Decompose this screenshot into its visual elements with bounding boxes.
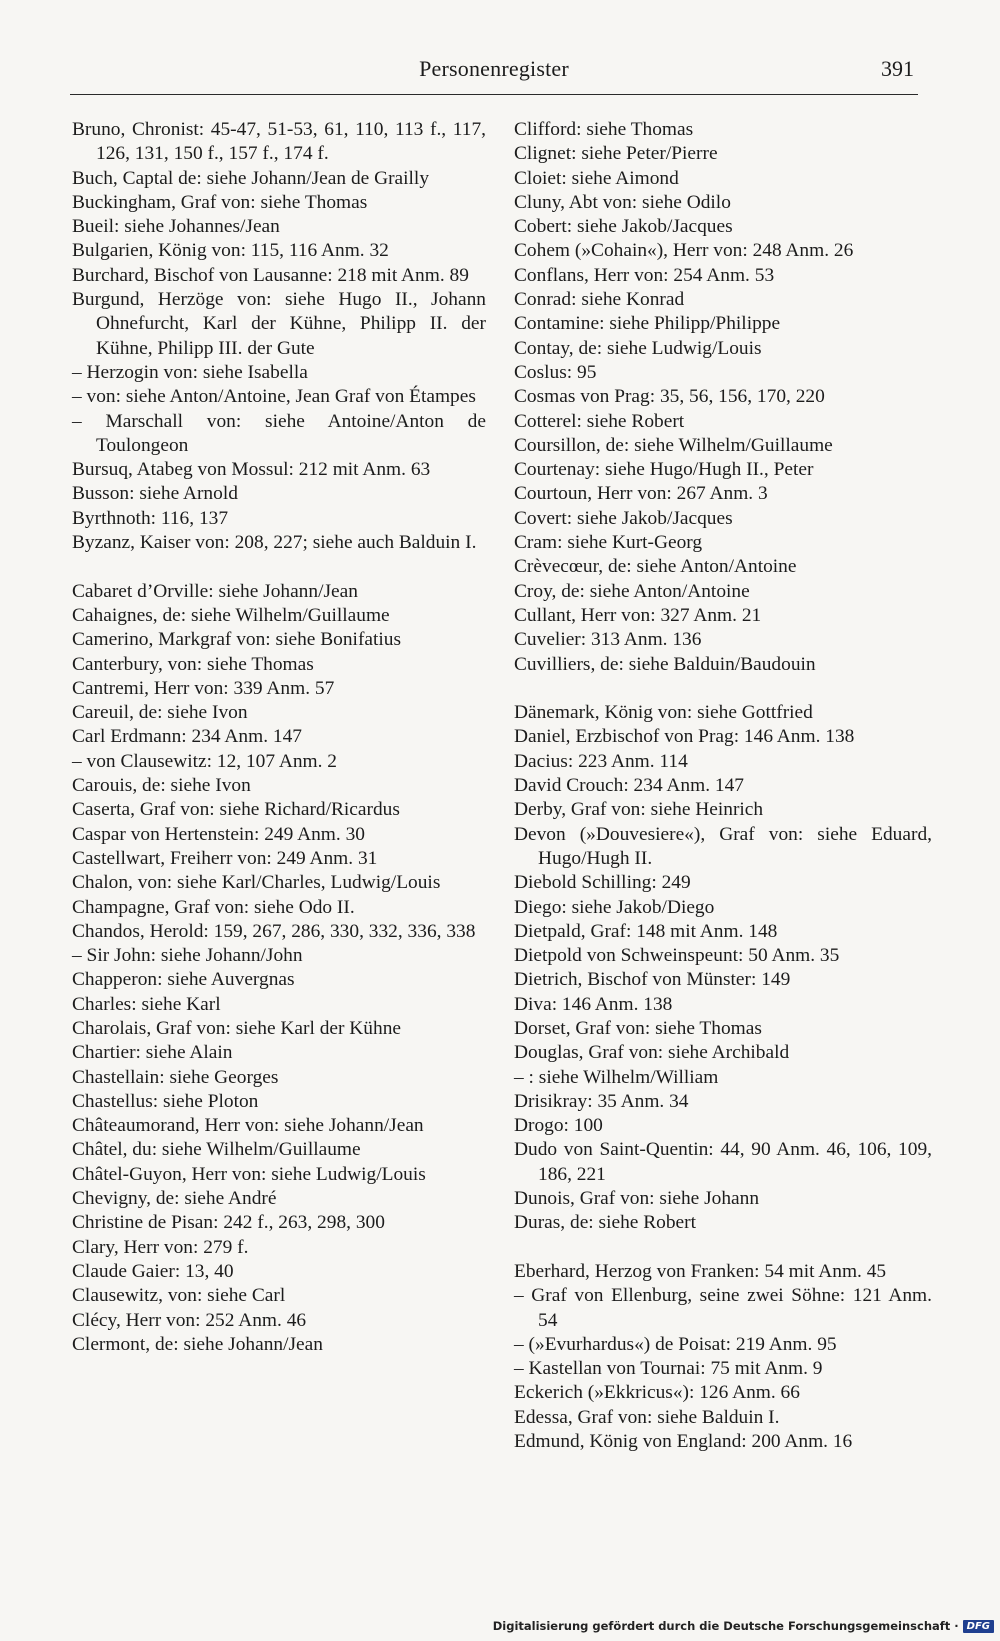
letter-group-gap — [514, 677, 932, 701]
funding-note: Digitalisierung gefördert durch die Deutsche Forschungsgemeinschaft · — [492, 1619, 959, 1633]
index-entry: Dietpald, Graf: 148 mit Anm. 148 — [514, 920, 778, 942]
index-entry: Edessa, Graf von: siehe Balduin I. — [514, 1406, 780, 1428]
index-entry: Diego: siehe Jakob/Diego — [514, 896, 715, 918]
index-entry: Chapperon: siehe Auvergnas — [72, 969, 295, 991]
index-entry: Châtel, du: siehe Wilhelm/Guillaume — [72, 1139, 361, 1161]
index-entry: Chartier: siehe Alain — [72, 1042, 233, 1064]
index-entry: Contay, de: siehe Ludwig/Louis — [514, 337, 762, 359]
index-entry: Derby, Graf von: siehe Heinrich — [514, 799, 764, 821]
index-entry: Dietrich, Bischof von Münster: 149 — [514, 969, 791, 991]
index-entry: Claude Gaier: 13, 40 — [72, 1260, 234, 1282]
index-entry: Chalon, von: siehe Karl/Charles, Ludwig/Louis — [72, 872, 441, 894]
index-entry: David Crouch: 234 Anm. 147 — [514, 775, 744, 797]
index-entry: Chandos, Herold: 159, 267, 286, 330, 332, 336, 338 — [72, 920, 476, 942]
index-entry: Cantremi, Herr von: 339 Anm. 57 — [72, 677, 335, 699]
index-entry: Contamine: siehe Philipp/Philippe — [514, 313, 781, 335]
index-entry: – von: siehe Anton/Antoine, Jean Graf von Étampes — [72, 386, 476, 408]
letter-group-gap — [72, 555, 486, 579]
index-entry: Charles: siehe Karl — [72, 993, 221, 1015]
index-entry: Clermont, de: siehe Johann/Jean — [72, 1333, 323, 1355]
index-entry: Caserta, Graf von: siehe Richard/Ricardus — [72, 799, 400, 821]
index-entry: Busson: siehe Arnold — [72, 483, 238, 505]
index-entry: Cloiet: siehe Aimond — [514, 167, 679, 189]
index-entry: Conrad: siehe Konrad — [514, 289, 685, 311]
index-entry: Châtel-Guyon, Herr von: siehe Ludwig/Louis — [72, 1163, 426, 1185]
index-entry: – von Clausewitz: 12, 107 Anm. 2 — [72, 750, 337, 772]
index-entry: Courtenay: siehe Hugo/Hugh II., Peter — [514, 459, 814, 481]
index-entry: – Graf von Ellenburg, seine zwei Söhne: 121 Anm. 54 — [514, 1285, 932, 1331]
index-entry: Dänemark, König von: siehe Gottfried — [514, 702, 813, 724]
index-entry: Bulgarien, König von: 115, 116 Anm. 32 — [72, 240, 389, 262]
index-entry: Bueil: siehe Johannes/Jean — [72, 216, 280, 238]
index-entry: Cuvilliers, de: siehe Balduin/Baudouin — [514, 653, 816, 675]
index-entry: Clécy, Herr von: 252 Anm. 46 — [72, 1309, 307, 1331]
index-entry: Charolais, Graf von: siehe Karl der Kühne — [72, 1017, 401, 1039]
index-entry: Buckingham, Graf von: siehe Thomas — [72, 191, 368, 213]
index-column-right — [514, 118, 932, 1454]
index-entry: Coslus: 95 — [514, 361, 597, 383]
index-entry: Cotterel: siehe Robert — [514, 410, 685, 432]
index-entry: Diebold Schilling: 249 — [514, 872, 691, 894]
index-entry: Dietpold von Schweinspeunt: 50 Anm. 35 — [514, 945, 840, 967]
index-column-left — [72, 118, 486, 1357]
index-entry: Daniel, Erzbischof von Prag: 146 Anm. 138 — [514, 726, 855, 748]
index-entry: Chastellus: siehe Ploton — [72, 1090, 259, 1112]
index-entry: Chastellain: siehe Georges — [72, 1066, 279, 1088]
index-entry: Edmund, König von England: 200 Anm. 16 — [514, 1431, 853, 1453]
letter-group-gap — [514, 1236, 932, 1260]
index-entry: Diva: 146 Anm. 138 — [514, 993, 673, 1015]
index-entry: Devon (»Douvesiere«), Graf von: siehe Eduard, Hugo/Hugh II. — [514, 823, 932, 869]
index-entry: Courtoun, Herr von: 267 Anm. 3 — [514, 483, 768, 505]
index-entry: – Kastellan von Tournai: 75 mit Anm. 9 — [514, 1358, 823, 1380]
index-entry: Cuvelier: 313 Anm. 136 — [514, 629, 702, 651]
index-entry: Eckerich (»Ekkricus«): 126 Anm. 66 — [514, 1382, 800, 1404]
index-entry: Cahaignes, de: siehe Wilhelm/Guillaume — [72, 604, 390, 626]
index-entry: Caspar von Hertenstein: 249 Anm. 30 — [72, 823, 365, 845]
index-entry: Careuil, de: siehe Ivon — [72, 702, 248, 724]
index-entry: – (»Evurhardus«) de Poisat: 219 Anm. 95 — [514, 1333, 837, 1355]
index-entry: Chevigny, de: siehe André — [72, 1188, 277, 1210]
dfg-logo: DFG — [963, 1620, 994, 1633]
index-entry: Dunois, Graf von: siehe Johann — [514, 1188, 760, 1210]
index-entry: – Herzogin von: siehe Isabella — [72, 361, 308, 383]
index-entry: Bruno, Chronist: 45-47, 51-53, 61, 110, 113 f., 117, 126, 131, 150 f., 157 f., 174 f. — [72, 119, 486, 165]
index-entry: Burgund, Herzöge von: siehe Hugo II., Johann Ohnefurcht, Karl der Kühne, Philipp II. der Kühne, Philipp III. der Gute — [72, 289, 486, 359]
index-entry: Dudo von Saint-Quentin: 44, 90 Anm. 46, 106, 109, 186, 221 — [514, 1139, 932, 1185]
index-entry: Châteaumorand, Herr von: siehe Johann/Jean — [72, 1115, 424, 1137]
index-entry: Conflans, Herr von: 254 Anm. 53 — [514, 264, 775, 286]
index-entry: – Marschall von: siehe Antoine/Anton de Toulongeon — [72, 410, 486, 456]
index-entry: Clignet: siehe Peter/Pierre — [514, 143, 718, 165]
index-entry: Cluny, Abt von: siehe Odilo — [514, 191, 731, 213]
index-entry: Coursillon, de: siehe Wilhelm/Guillaume — [514, 434, 833, 456]
index-entry: Clausewitz, von: siehe Carl — [72, 1285, 286, 1307]
index-entry: Duras, de: siehe Robert — [514, 1212, 697, 1234]
funding-footer — [493, 1619, 994, 1633]
index-entry: Camerino, Markgraf von: siehe Bonifatius — [72, 629, 402, 651]
index-entry: Carl Erdmann: 234 Anm. 147 — [72, 726, 302, 748]
index-entry: Cram: siehe Kurt-Georg — [514, 532, 703, 554]
index-entry: Drogo: 100 — [514, 1115, 603, 1137]
index-entry: Buch, Captal de: siehe Johann/Jean de Grailly — [72, 167, 430, 189]
index-entry: Byzanz, Kaiser von: 208, 227; siehe auch Balduin I. — [72, 532, 477, 554]
page-header — [70, 56, 918, 95]
index-entry: Douglas, Graf von: siehe Archibald — [514, 1042, 790, 1064]
index-entry: Drisikray: 35 Anm. 34 — [514, 1090, 689, 1112]
index-entry: Cohem (»Cohain«), Herr von: 248 Anm. 26 — [514, 240, 854, 262]
index-entry: Canterbury, von: siehe Thomas — [72, 653, 314, 675]
index-entry: Cobert: siehe Jakob/Jacques — [514, 216, 733, 238]
index-entry: Burchard, Bischof von Lausanne: 218 mit Anm. 89 — [72, 264, 469, 286]
index-entry: Carouis, de: siehe Ivon — [72, 775, 251, 797]
index-entry: Byrthnoth: 116, 137 — [72, 507, 229, 529]
index-entry: – : siehe Wilhelm/William — [514, 1066, 719, 1088]
index-entry: Christine de Pisan: 242 f., 263, 298, 300 — [72, 1212, 385, 1234]
index-entry: – Sir John: siehe Johann/John — [72, 945, 303, 967]
index-entry: Clifford: siehe Thomas — [514, 119, 694, 140]
index-entry: Cosmas von Prag: 35, 56, 156, 170, 220 — [514, 386, 825, 408]
index-entry: Croy, de: siehe Anton/Antoine — [514, 580, 750, 602]
index-entry: Covert: siehe Jakob/Jacques — [514, 507, 733, 529]
index-entry: Cabaret d’Orville: siehe Johann/Jean — [72, 580, 358, 602]
page-number: 391 — [881, 56, 914, 81]
index-entry: Dorset, Graf von: siehe Thomas — [514, 1017, 762, 1039]
index-entry: Dacius: 223 Anm. 114 — [514, 750, 688, 772]
index-entry: Eberhard, Herzog von Franken: 54 mit Anm. 45 — [514, 1260, 887, 1282]
index-entry: Cullant, Herr von: 327 Anm. 21 — [514, 604, 762, 626]
index-entry: Champagne, Graf von: siehe Odo II. — [72, 896, 355, 918]
index-entry: Castellwart, Freiherr von: 249 Anm. 31 — [72, 847, 378, 869]
index-entry: Crèvecœur, de: siehe Anton/Antoine — [514, 556, 797, 578]
running-title: Personenregister — [419, 56, 569, 81]
index-entry: Clary, Herr von: 279 f. — [72, 1236, 249, 1258]
index-entry: Bursuq, Atabeg von Mossul: 212 mit Anm. 63 — [72, 459, 431, 481]
